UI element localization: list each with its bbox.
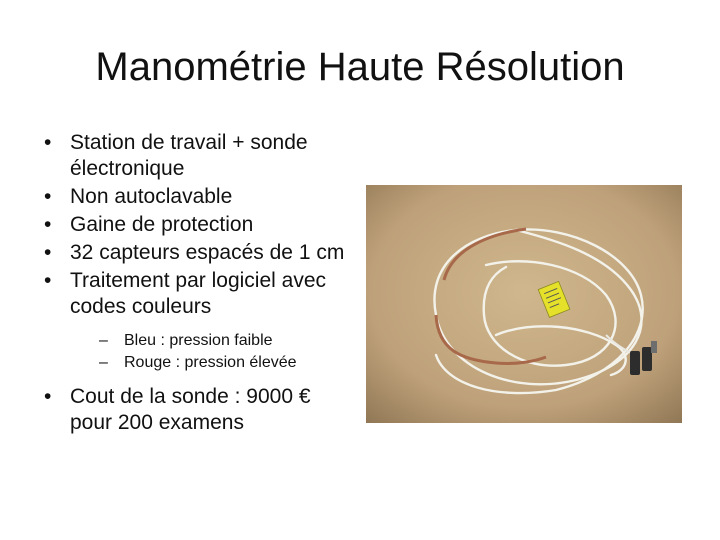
bullet-item: • Traitement par logiciel avec codes couleurs xyxy=(44,268,354,320)
photo-svg xyxy=(366,185,682,423)
sub-bullet-item: – Bleu : pression faible xyxy=(44,330,354,352)
sub-bullet-item: – Rouge : pression élevée xyxy=(44,352,354,374)
bullet-item: • Non autoclavable xyxy=(44,184,354,210)
photo-background xyxy=(366,185,682,423)
bullet-item: • Gaine de protection xyxy=(44,212,354,238)
probe-cable-photo xyxy=(366,185,682,423)
sub-bullet-list xyxy=(44,330,354,374)
bullet-list xyxy=(44,130,354,438)
bullet-item: • 32 capteurs espacés de 1 cm xyxy=(44,240,354,266)
bullet-item: • Cout de la sonde : 9000 € pour 200 examens xyxy=(44,384,354,436)
slide-title: Manométrie Haute Résolution xyxy=(95,45,625,89)
bullet-item: • Station de travail + sonde électronique xyxy=(44,130,354,182)
